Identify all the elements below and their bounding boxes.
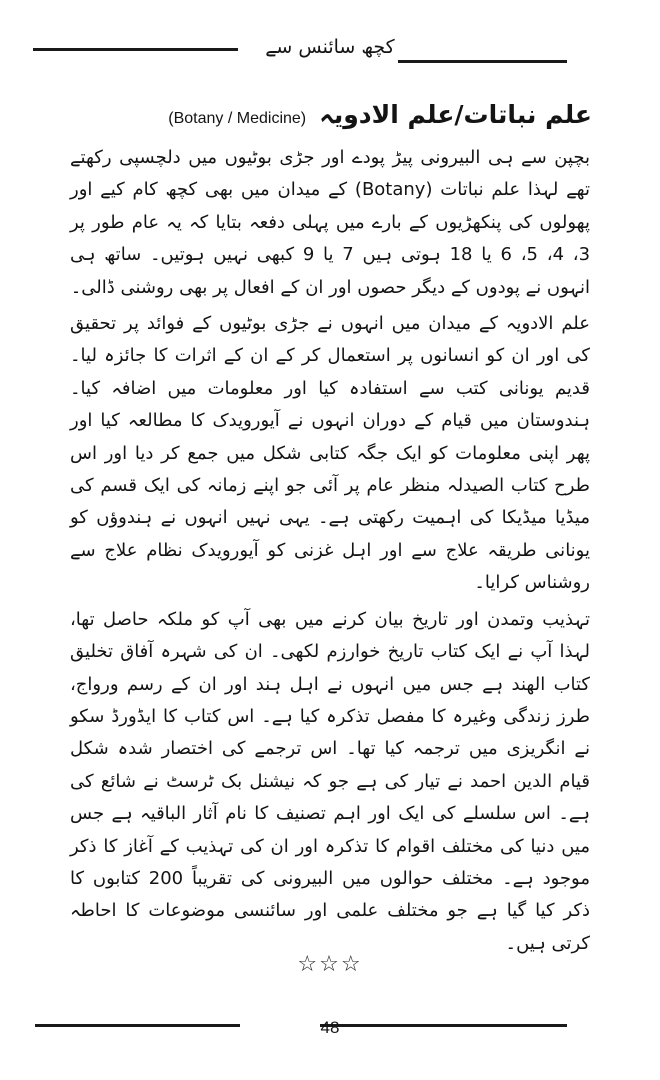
section-heading-latin: (Botany / Medicine) [168,110,307,127]
body-text [70,142,590,960]
section-heading-urdu: علم نباتات/علم الادویہ [319,100,592,129]
header-rule-right [398,60,567,63]
paragraph-history-books: تہذیب وتمدن اور تاریخ بیان کرنے میں بھی آپ کو ملکہ حاصل تھا، لہذا آپ نے ایک کتاب تاریخ خوارزم لکھی۔ ان کی شہرہ آفاق تخلیق کتاب الھند ہے جس میں انہوں نے اہل ہند اور ان کے رسم ورواج، طرز زندگی وغیرہ کا مفصل تذکرہ کیا ہے۔ اس کتاب کا ایڈورڈ سکو نے انگریزی میں ترجمہ کیا تھا۔ اس ترجمے کی اختصار شدہ شکل قیام الدین احمد نے تیار کی ہے جو کہ نیشنل بک ٹرسٹ نے شائع کی ہے۔ اس سلسلے کی ایک اور اہم تصنیف کا نام آثار الباقیہ ہے جس میں دنیا کی مختلف اقوام کا تذکرہ اور ان کی تہذیب کے آغاز کا ذکر موجود ہے۔ مختلف حوالوں میں البیرونی کی تقریباً 200 کتابوں کا ذکر کیا گیا ہے جو مختلف علمی اور سائنسی موضوعات کا احاطہ کرتی ہیں۔ [70,608,590,954]
paragraph-botany: بچپن سے ہی البیرونی پیڑ پودے اور جڑی بوٹیوں میں دلچسپی رکھتے تھے لہذا علم نباتات (Botany) کے میدان میں بھی کچھ کام کیے اور پھولوں کی پنکھڑیوں کے بارے میں پہلی دفعہ بتایا کہ یہ عام طور پر 3، 4، 5، 6 یا 18 ہوتی ہیں 7 یا 9 کبھی نہیں ہوتیں۔ ساتھ ہی انہوں نے پودوں کے دیگر حصوں اور ان کے افعال پر بھی روشنی ڈالی۔ [70,147,591,298]
section-end-ornament: ☆☆☆ [297,952,363,977]
section-heading [72,100,592,129]
running-header-title: کچھ سائنس سے [265,36,395,58]
page-number: 48 [320,1018,340,1037]
paragraph-medicine: علم الادویہ کے میدان میں انہوں نے جڑی بوٹیوں کے فوائد پر تحقیق کی اور ان کو انسانوں پر استعمال کر کے ان کے اثرات کا جائزہ لیا۔ قدیم یونانی کتب سے استفادہ کیا اور معلومات میں اضافہ کیا۔ ہندوستان میں قیام کے دوران انہوں نے آیورویدک کا مطالعہ کیا اور پھر اپنی معلومات کو ایک جگہ کتابی شکل میں جمع کر دیا اور اس طرح کتاب الصیدلہ منظر عام پر آئی جو اپنے زمانہ کی ایک قسم کی میڈیا میڈیکا کی اہمیت رکھتی ہے۔ یہی نہیں انہوں نے ہندوؤں کو یونانی طریقہ علاج سے اور اہل غزنی کو آیورویدک نظام علاج سے روشناس کرایا۔ [70,313,590,594]
